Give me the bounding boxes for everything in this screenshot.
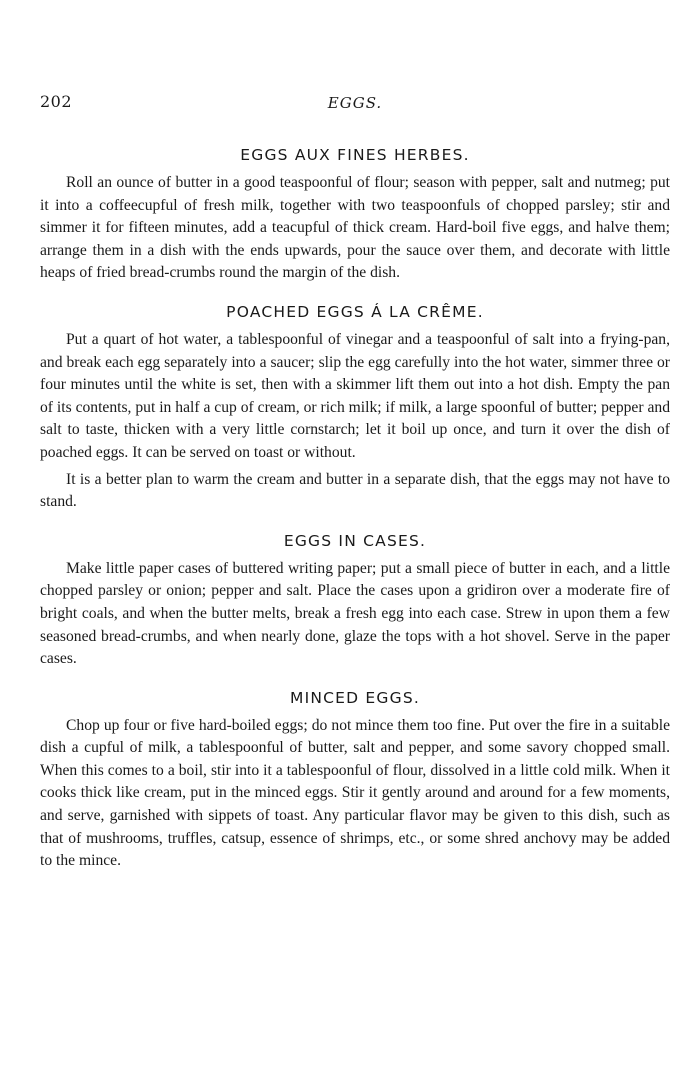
recipe-paragraph: Put a quart of hot water, a tablespoonful of vinegar and a teaspoonful of salt into a frying-pan, and break each egg separately into a saucer; slip the egg carefully into the hot water, simmer three or four minutes until the white is set, then with a skimmer lift them out into a hot dish. Empty the pan of its contents, put in half a cup of cream, or rich milk; if milk, a large spoonful of butter; pepper and salt to taste, thicken with a very little cornstarch; let it boil up once, and turn it over the dish of poached eggs. It can be served on toast or without.	[40, 330, 670, 461]
recipe-paragraph: It is a better plan to warm the cream and butter in a separate dish, that the eggs may not have to stand.	[40, 470, 670, 511]
recipe-minced-eggs	[40, 689, 670, 873]
page-number: 202	[40, 92, 73, 111]
running-title: EGGS.	[327, 94, 383, 112]
recipe-title: POACHED EGGS Á LA CRÊME.	[226, 302, 484, 321]
running-head	[40, 92, 670, 118]
book-page	[40, 92, 670, 891]
recipe-paragraph: Make little paper cases of buttered writing paper; put a small piece of butter in each, and a little chopped parsley or onion; pepper and salt. Place the cases upon a gridiron over a moderate fire of bright coals, and when the butter melts, break a fresh egg into each case. Strew in upon them a few seasoned bread-crumbs, and when nearly done, glaze the tops with a hot shovel. Serve in the paper cases.	[40, 559, 670, 668]
recipe-eggs-in-cases	[40, 532, 670, 671]
recipe-title: EGGS AUX FINES HERBES.	[240, 146, 470, 164]
recipe-title: MINCED EGGS.	[290, 688, 420, 707]
recipe-title: EGGS IN CASES.	[283, 531, 427, 550]
recipe-poached-eggs-a-la-creme	[40, 303, 670, 514]
recipe-paragraph: Roll an ounce of butter in a good teaspoonful of flour; season with pepper, salt and nutmeg; put it into a coffeecupful of fresh milk, together with two teaspoonfuls of chopped parsley; stir and simmer it for fifteen minutes, add a teacupful of thick cream. Hard-boil five eggs, and halve them; arrange them in a dish with the ends upwards, pour the sauce over them, and decorate with little heaps of fried bread-crumbs round the margin of the dish.	[40, 174, 670, 282]
recipe-paragraph: Chop up four or five hard-boiled eggs; do not mince them too fine. Put over the fire in a suitable dish a cupful of milk, a tablespoonful of butter, salt and pepper, and some savory chopped small. When this comes to a boil, stir into it a tablespoonful of flour, dissolved in a little cold milk. When it cooks thick like cream, put in the minced eggs. Stir it gently around and around for a few moments, and serve, garnished with sippets of toast. Any particular flavor may be given to this dish, such as that of mushrooms, truffles, catsup, essence of shrimps, etc., or some shred anchovy may be added to the mince.	[40, 716, 670, 870]
recipe-eggs-aux-fines-herbes	[40, 146, 670, 285]
